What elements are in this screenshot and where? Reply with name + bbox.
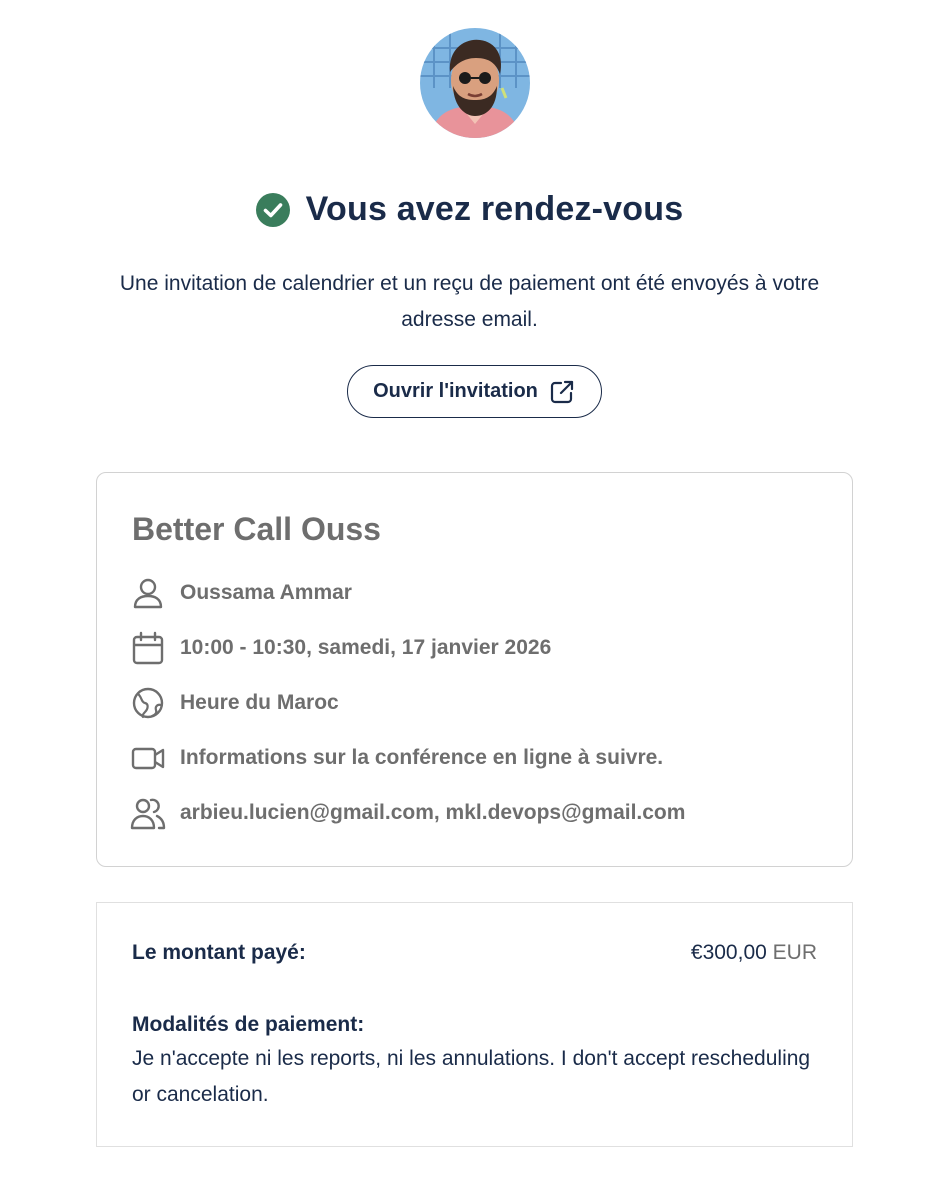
host-name: Oussama Ammar [180, 581, 352, 604]
conference-info: Informations sur la conférence en ligne à suivre. [180, 746, 664, 769]
amount-paid-label: Le montant payé: [132, 941, 306, 964]
attendee-emails: arbieu.lucien@gmail.com, mkl.devops@gmail.com [180, 801, 686, 824]
timezone-row [130, 683, 339, 723]
event-name: Better Call Ouss [132, 511, 381, 547]
check-circle-icon [256, 193, 290, 227]
confirmation-subtitle: Une invitation de calendrier et un reçu de paiement ont été envoyés à votre adresse email. [119, 272, 820, 331]
attendees-row [130, 793, 685, 833]
confirmation-headline [0, 190, 939, 229]
host-avatar [420, 28, 530, 138]
amount-paid-value [691, 941, 817, 965]
external-link-icon [548, 378, 576, 406]
host-row [130, 573, 352, 613]
amount: €300,00 [690, 941, 767, 964]
payment-summary-card [96, 902, 853, 1147]
host-avatar-illustration [420, 28, 530, 138]
currency-code: EUR [772, 941, 817, 964]
person-icon [130, 575, 166, 611]
payment-terms-label: Modalités de paiement: [132, 1013, 365, 1036]
event-details-card [96, 472, 853, 867]
event-timezone: Heure du Maroc [180, 691, 339, 714]
event-datetime: 10:00 - 10:30, samedi, 17 janvier 2026 [180, 636, 552, 659]
page-title: Vous avez rendez-vous [305, 190, 684, 228]
calendar-icon [130, 630, 166, 666]
conference-row [130, 738, 663, 778]
globe-icon [130, 685, 166, 721]
payment-terms-text: Je n'accepte ni les reports, ni les annulations. I don't accept rescheduling or cancelation. [132, 1047, 811, 1106]
video-camera-icon [130, 740, 166, 776]
datetime-row [130, 628, 551, 668]
open-invitation-button[interactable] [347, 365, 602, 418]
open-invitation-label: Ouvrir l'invitation [373, 380, 538, 402]
people-icon [130, 795, 166, 831]
